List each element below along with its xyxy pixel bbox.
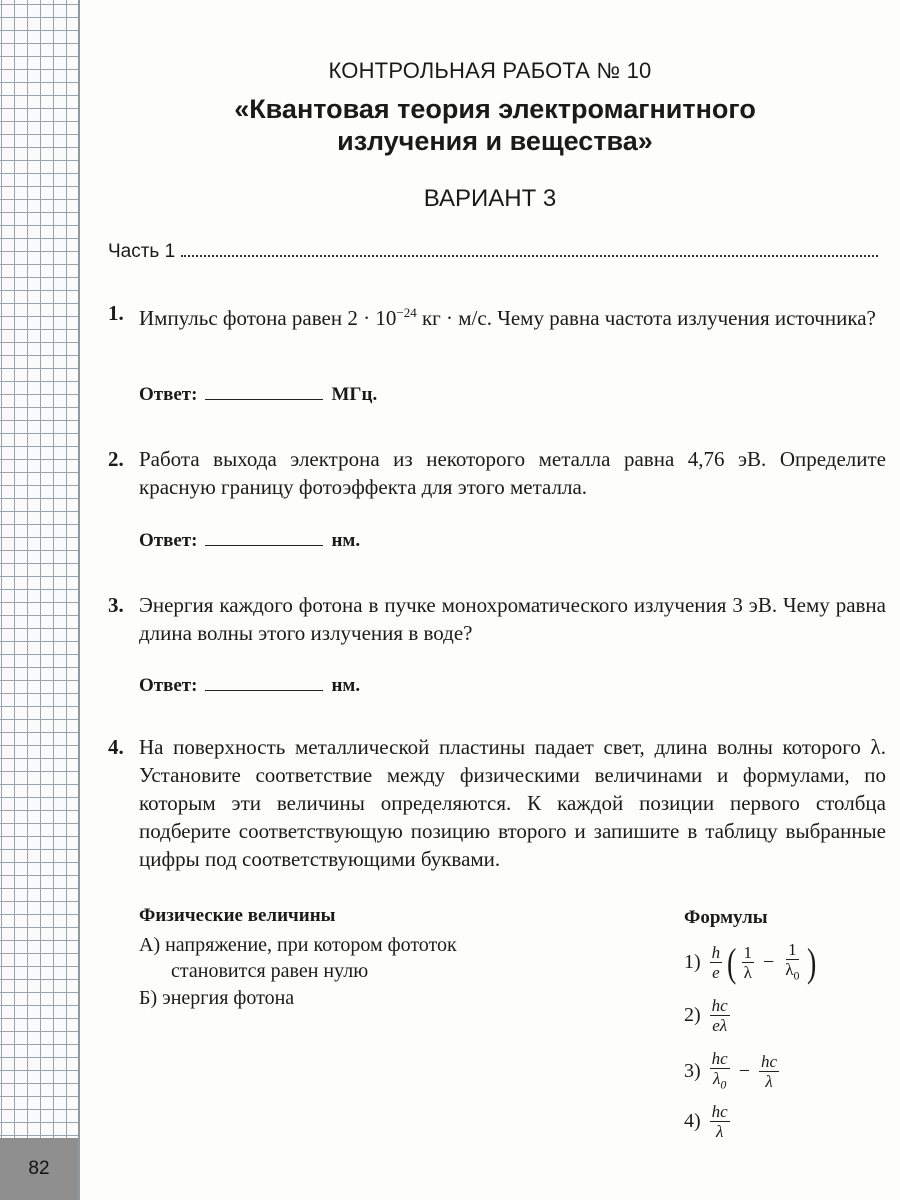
formula-2: 2) $\frac{hc}{e\lambda}$ xyxy=(684,996,728,1035)
dotted-leader xyxy=(181,241,878,257)
question-text: Работа выхода электрона из некоторого металла равна 4,76 эВ. Определите красную границу фотоэффекта для этого металла. xyxy=(139,447,886,499)
answer-unit: МГц. xyxy=(331,384,378,405)
answer-label: Ответ: xyxy=(139,384,198,405)
question-text: На поверхность металлической пластины падает свет, длина волны которого λ. Установите соответствие между физическими величинами и формулами, по которым эти величины определяются. К каждой позиции первого столбца подберите соответствующую позицию второго и запишите в таблицу выбранные цифры под соответствующими буквами. xyxy=(139,735,886,871)
variant-title: ВАРИАНТ 3 xyxy=(423,185,557,212)
formula-1: 1) $\frac{h}{e}$ ( $\frac{1}{\lambda}$ − $\frac{1}{\lambda_0}$ ) xyxy=(684,939,816,985)
question-2 xyxy=(108,445,886,501)
answer-label: Ответ: xyxy=(139,530,198,551)
column-heading-quantities: Физические величины xyxy=(139,905,336,926)
answer-2 xyxy=(139,530,360,552)
answer-unit: нм. xyxy=(331,530,361,551)
question-number: 1. xyxy=(108,301,124,325)
answer-label: Ответ: xyxy=(139,675,198,696)
margin-divider xyxy=(78,0,80,1200)
option-a: А) напряжение, при котором фототок становится равен нулю xyxy=(139,934,457,982)
answer-blank[interactable] xyxy=(205,676,323,691)
answer-blank[interactable] xyxy=(205,385,323,400)
question-3 xyxy=(108,591,886,647)
question-text: Импульс фотона равен $2 \cdot 10^{-24}$ кг · м/с. Чему равна частота излучения источника? xyxy=(139,305,876,330)
formula-3: 3) $\frac{hc}{\lambda_0}$ − $\frac{hc}{\lambda}$ xyxy=(684,1049,778,1092)
topic-line-1: «Квантовая теория электромагнитного xyxy=(234,94,756,124)
question-1 xyxy=(108,299,886,332)
option-b: Б) энергия фотона xyxy=(139,987,295,1009)
column-heading-formulas: Формулы xyxy=(684,907,768,928)
page-number: 82 xyxy=(0,1138,78,1200)
question-4 xyxy=(108,733,886,873)
topic-line-2: излучения и вещества» xyxy=(337,126,653,156)
exponent: −24 xyxy=(396,305,417,320)
answer-3 xyxy=(139,675,360,697)
question-number: 2. xyxy=(108,447,124,471)
grid-margin xyxy=(0,0,78,1200)
part-heading xyxy=(108,241,878,263)
question-number: 4. xyxy=(108,735,124,759)
answer-blank[interactable] xyxy=(205,531,323,546)
answer-unit: нм. xyxy=(331,675,361,696)
topic-title xyxy=(150,93,840,157)
answer-1 xyxy=(139,384,377,406)
part-label: Часть 1 xyxy=(108,241,176,262)
question-number: 3. xyxy=(108,593,124,617)
question-text: Энергия каждого фотона в пучке монохроматического излучения 3 эВ. Чему равна длина волны этого излучения в воде? xyxy=(139,593,886,645)
work-title: КОНТРОЛЬНАЯ РАБОТА № 10 xyxy=(328,58,652,83)
formula-4: 4) $\frac{hc}{\lambda}$ xyxy=(684,1102,728,1141)
